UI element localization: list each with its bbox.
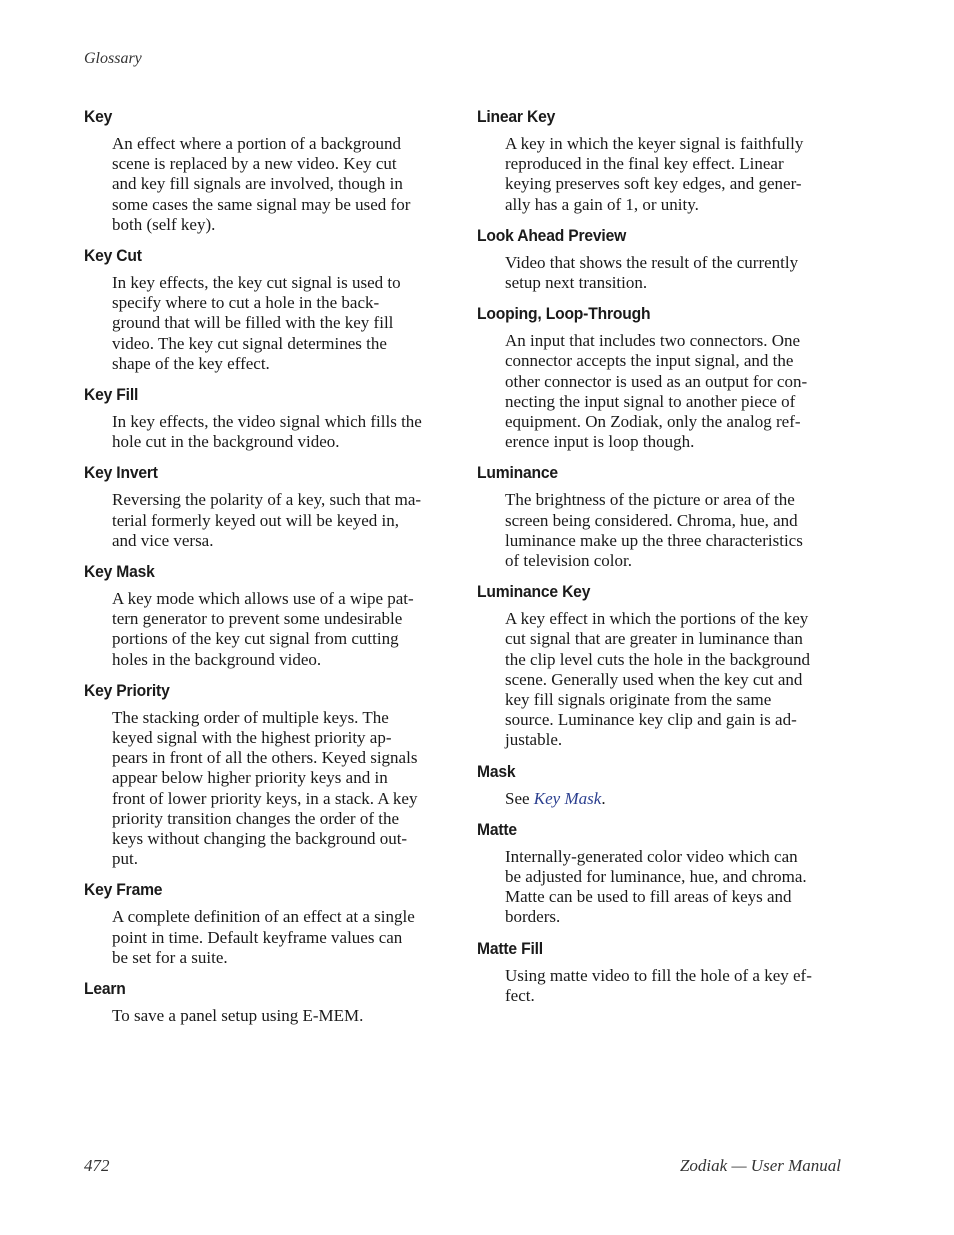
glossary-entry [84,106,454,235]
definition-line: screen being considered. Chroma, hue, and [505,510,798,530]
definition-line: luminance make up the three characteristics [505,530,803,550]
definition-line: An effect where a portion of a background [112,134,402,153]
glossary-entry [477,761,847,809]
running-head: Glossary [84,50,142,67]
definition-line: the clip level cuts the hole in the background [505,649,810,669]
definition-line: be set for a suite. [112,947,228,967]
definition-line: tern generator to prevent some undesirable [112,609,403,629]
definition-line: cut signal that are greater in luminance than [505,629,803,649]
definition-line: Matte can be used to fill areas of keys and [505,887,792,907]
definition-line: front of lower priority keys, in a stack. A key [112,788,418,808]
definition-line: ground that will be filled with the key fill [112,313,394,333]
glossary-definition [112,1006,454,1026]
definition-line: source. Luminance key clip and gain is ad- [505,710,797,730]
definition-line: connector accepts the input signal, and the [505,351,794,371]
definition-line: specify where to cut a hole in the back- [112,293,380,313]
glossary-entry [477,303,847,452]
glossary-term: Matte Fill [477,938,543,958]
glossary-entry [84,978,454,1026]
glossary-term: Key Fill [84,385,139,405]
glossary-term: Linear Key [477,107,556,126]
page-number: 472 [84,1156,110,1175]
definition-line: some cases the same signal may be used for [112,194,411,214]
definition-line: A complete definition of an effect at a single [112,907,415,927]
definition-line: A key mode which allows use of a wipe pat- [112,589,414,609]
glossary-entry [84,462,454,551]
glossary-entry [84,680,454,870]
definition-line: shape of the key effect. [112,353,270,373]
glossary-term: Key [84,107,113,126]
glossary-term: Key Frame [84,880,163,900]
glossary-term: Key Invert [84,463,158,483]
definition-line: video. The key cut signal determines the [112,333,387,353]
glossary-definition [505,134,847,215]
glossary-definition [505,253,847,293]
definition-line: A key in which the keyer signal is faithfully [505,134,804,153]
glossary-entry [477,819,847,928]
glossary-definition [505,609,847,750]
glossary-entry [477,938,847,1006]
glossary-definition [112,134,454,235]
definition-line: borders. [505,907,561,927]
glossary-entry [84,879,454,968]
definition-line: portions of the key cut signal from cutting [112,629,399,649]
glossary-entry [477,462,847,571]
glossary-entry [477,225,847,293]
definition-line: justable. [505,730,563,750]
glossary-definition [505,789,847,809]
see-suffix: . [601,788,606,808]
glossary-term: Luminance Key [477,582,591,602]
glossary-term: Learn [84,979,126,999]
definition-line: fect. [505,985,535,1005]
glossary-term: Key Priority [84,680,170,700]
definition-line: point in time. Default keyframe values can [112,927,403,947]
definition-line: key fill signals originate from the same [505,690,772,710]
definition-line: scene is replaced by a new video. Key cut [112,154,397,174]
definition-line: and key fill signals are involved, though in [112,174,403,194]
glossary-entry [477,581,847,750]
definition-line: priority transition changes the order of the [112,808,400,828]
definition-line: appear below higher priority keys and in [112,768,388,788]
definition-line: scene. Generally used when the key cut and [505,669,803,689]
definition-line: erence input is loop though. [505,432,695,452]
definition-line: equipment. On Zodiak, only the analog ref- [505,412,801,432]
glossary-definition [505,490,847,571]
book-title: Zodiak — User Manual [679,1156,841,1175]
definition-line: keying preserves soft key edges, and gener- [505,174,802,194]
glossary-term: Key Mask [84,562,155,582]
glossary-definition [112,490,454,551]
glossary-left-column [84,106,454,1036]
glossary-definition [505,331,847,452]
definition-line: keys without changing the background out- [112,829,408,849]
definition-line: holes in the background video. [112,649,322,669]
glossary-term: Look Ahead Preview [477,225,627,245]
definition-line: The stacking order of multiple keys. The [112,707,389,727]
definition-line: pears in front of all the others. Keyed signals [112,748,418,768]
definition-line: be adjusted for luminance, hue, and chroma. [505,867,807,887]
definition-line: The brightness of the picture or area of the [505,490,795,510]
definition-line [505,789,847,809]
glossary-definition [112,589,454,670]
definition-line: To save a panel setup using E-MEM. [112,1006,364,1026]
glossary-term: Luminance [477,463,558,483]
cross-reference-link[interactable]: Key Mask [533,788,602,808]
glossary-entry [477,106,847,215]
glossary-right-column [477,106,847,1016]
glossary-term: Looping, Loop-Through [477,304,651,324]
definition-line: reproduced in the final key effect. Linear [505,154,784,174]
definition-line: Reversing the polarity of a key, such that ma- [112,490,422,510]
definition-line: ally has a gain of 1, or unity. [505,194,699,214]
definition-line: Internally-generated color video which can [505,846,798,866]
glossary-entry [84,384,454,452]
definition-line: keyed signal with the highest priority ap- [112,728,392,748]
definition-line: setup next transition. [505,273,648,293]
glossary-entry [84,245,454,374]
definition-line: necting the input signal to another piece of [505,391,796,411]
definition-line: A key effect in which the portions of the key [505,609,809,629]
glossary-definition [112,907,454,968]
glossary-definition [505,847,847,928]
glossary-term: Mask [477,761,516,781]
definition-line: other connector is used as an output for con- [505,371,808,391]
see-prefix: See [505,788,534,808]
definition-line: Using matte video to fill the hole of a key ef- [505,965,812,985]
glossary-definition [112,273,454,374]
definition-line: both (self key). [112,214,216,234]
glossary-definition [112,412,454,452]
glossary-term: Matte [477,819,517,839]
glossary-definition [112,708,454,870]
definition-line: hole cut in the background video. [112,432,340,452]
definition-line: put. [112,849,138,869]
glossary-term: Key Cut [84,246,142,266]
definition-line: An input that includes two connectors. One [505,331,801,351]
definition-line: Video that shows the result of the currently [505,252,799,272]
definition-line: In key effects, the video signal which fills the [112,412,422,432]
definition-line: terial formerly keyed out will be keyed in, [112,510,400,530]
definition-line: and vice versa. [112,530,214,550]
definition-line: In key effects, the key cut signal is used to [112,273,401,293]
glossary-definition [505,966,847,1006]
definition-line: of television color. [505,551,633,571]
glossary-entry [84,561,454,670]
